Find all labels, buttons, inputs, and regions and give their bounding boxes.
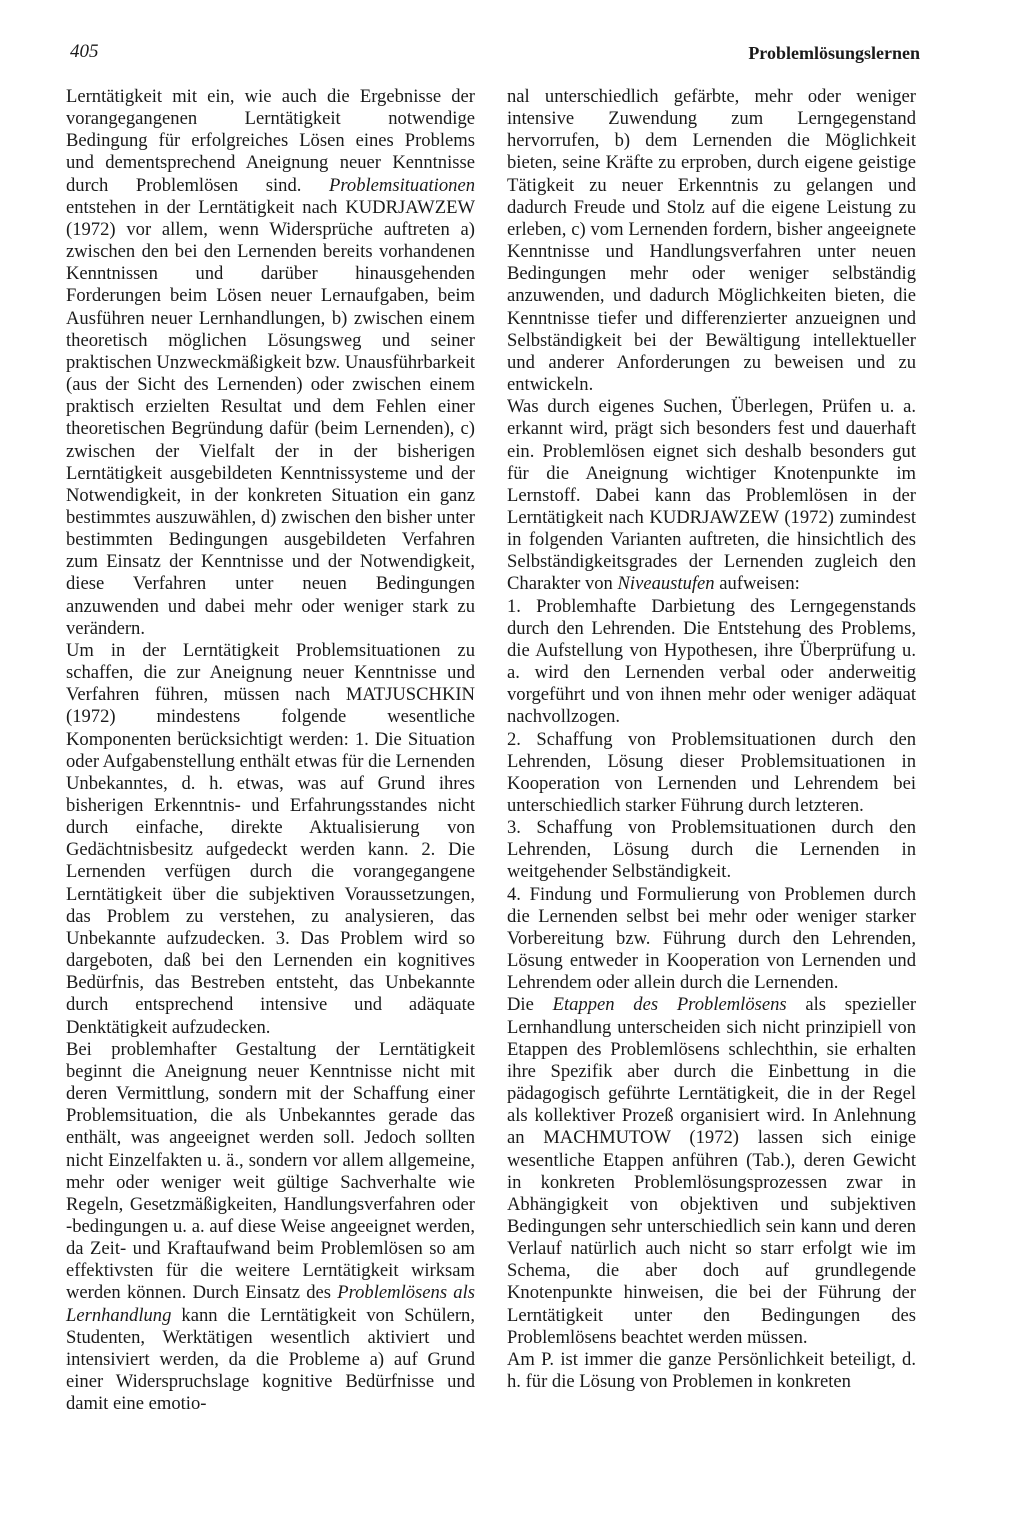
text-run: kann die Lerntätigkeit von Schülern, Studenten, Werktätigen wesentlich aktiviert und intensiviert werden, da die Probleme a) auf Grund einer Widerspruchslage kognitive Bedürfnisse und damit eine emotio- [66,1304,475,1415]
left-paragraph-1 [66,86,475,640]
list-item-3: 3. Schaffung von Problemsituationen durch den Lehrenden, Lösung durch die Lernenden in weitgehender Selbständigkeit. [507,817,916,883]
text-run: als spezieller Lernhandlung unterscheiden sich nicht prinzipiell von Etappen des Problemlösens schlechthin, sie erhalten ihre Spezifik aber durch die Einbettung in die pädagogisch geführte Lerntätigkeit, die in der Regel als kollektiver Prozeß organisiert wird. In Anlehnung an MACHMUTOW (1972) lassen sich einige wesentliche Etappen anführen (Tab.), deren Gewicht in konkreten Problemlösungsprozessen zwar in Abhängigkeit von objektiven und subjektiven Bedingungen sehr unterschiedlich sein kann und deren Verlauf natürlich auch nicht so starr erfolgt wie im Schema, die aber doch auf grundlegende Knotenpunkte hinweisen, die bei der Führung der Lerntätigkeit unter den Bedingungen des Problemlösens beachtet werden müssen. [507,994,917,1348]
text-run: entstehen in der Lerntätigkeit nach KUDRJAWZEW (1972) vor allem, wenn Widersprüche auftreten a) zwischen den bei den Lernenden bereits vorhandenen Kenntnissen und darüber hinausgehenden Forderungen beim Lösen neuer Lernaufgaben, beim Ausführen neuer Lernhandlungen, b) zwischen einem theoretisch möglichen Lösungsweg und seiner praktischen Unzweckmäßigkeit bzw. Unausführbarkeit (aus der Sicht des Lernenden) oder zwischen einem praktisch erzielten Resultat und dem Fehlen einer theoretischen Begründung dafür (beim Lernenden), c) zwischen der Vielfalt der in der bisherigen Lerntätigkeit ausgebildeten Kenntnissysteme und der Notwendigkeit, in der konkreten Situation ein ganz bestimmtes auszuwählen, d) zwischen den bisher unter bestimmten Bedingungen ausgebildeten Verfahren zum Einsatz der Kenntnisse und der Notwendigkeit, diese Verfahren unter neuen Bedingungen anzuwenden und dabei mehr oder weniger stark zu verändern. [66,196,475,639]
left-column [66,86,475,1415]
running-head: Problemlösungslernen [748,43,920,63]
emphasis-term: Etappen des Problemlösens [552,994,787,1016]
left-paragraph-3 [66,1039,475,1416]
right-column [507,86,916,1393]
list-item-1: 1. Problemhafte Darbietung des Lerngegenstands durch den Lehrenden. Die Entstehung des Problems, die Aufstellung von Hypothesen, ihre Überprüfung u. a. wird den Lernenden verbal oder anderweitig vorgeführt und von ihnen mehr oder weniger adäquat nachvollzogen. [507,595,916,728]
right-paragraph-3 [507,994,916,1349]
page-number: 405 [70,41,99,62]
text-run: Die [507,994,553,1016]
emphasis-term: Problemlösens als Lernhandlung [66,1282,475,1326]
left-paragraph-2: Um in der Lerntätigkeit Problemsituationen zu schaffen, die zur Aneignung neuer Kenntnisse und Verfahren führen, müssen nach MATJUSCHKIN (1972) mindestens folgende wesentliche Komponenten berücksichtigt werden: 1. Die Situation oder Aufgabenstellung enthält etwas für die Lernenden Unbekanntes, d. h. etwas, was auf Grund ihres bisherigen Erkenntnis- und Erfahrungsstandes nicht durch einfache, direkte Aktualisierung von Gedächtnisbesitz aufgedeckt werden kann. 2. Die Lernenden verfügen durch die vorangegangene Lerntätigkeit über die subjektiven Voraussetzungen, das Problem zu verstehen, zu analysieren, das Unbekannte aufzudecken. 3. Das Problem wird so dargeboten, daß bei den Lernenden ein kognitives Bedürfnis, das Bestreben entsteht, das Unbekannte durch entsprechend intensive und adäquate Denktätigkeit aufzudecken. [66,639,475,1038]
text-run: Lerntätigkeit mit ein, wie auch die Ergebnisse der vorangegangenen Lerntätigkeit notwendige Bedingung für erfolgreiches Lösen eines Problems und dementsprechend Aneignung neuer Kenntnisse durch Problemlösen sind. [66,86,475,196]
text-run: Was durch eigenes Suchen, Überlegen, Prüfen u. a. erkannt wird, prägt sich besonders fest und dauerhaft ein. Problemlösen eignet sich deshalb besonders gut für die Aneignung wichtiger Knotenpunkte im Lernstoff. Dabei kann das Problemlösen in der Lerntätigkeit nach KUDRJAWZEW (1972) zumindest in folgenden Varianten auftreten, die hinsichtlich des Selbständigkeitsgrades der Lernenden zugleich den Charakter von [507,396,916,595]
list-item-2: 2. Schaffung von Problemsituationen durch den Lehrenden, Lösung dieser Problemsituationen in Kooperation von Lernenden und Lehrendem bei unterschiedlich starker Führung durch letzteren. [507,728,916,816]
emphasis-term: Problemsituationen [329,174,475,196]
right-paragraph-2 [507,396,916,595]
right-paragraph-4: Am P. ist immer die ganze Persönlichkeit beteiligt, d. h. für die Lösung von Problemen in konkreten [507,1348,916,1393]
emphasis-term: Niveaustufen [617,573,715,595]
text-run: aufweisen: [714,573,800,595]
right-paragraph-1: nal unterschiedlich gefärbte, mehr oder weniger intensive Zuwendung zum Lerngegenstand hervorrufen, b) dem Lernenden die Möglichkeit bieten, seine Kräfte zu erproben, durch eigene geistige Tätigkeit zu neuer Erkenntnis zu gelangen und dadurch Freude und Stolz auf die eigene Leistung zu erleben, c) vom Lernenden fordern, bisher angeeignete Kenntnisse und Handlungsverfahren unter neuen Bedingungen mehr oder weniger selbständig anzuwenden, und dadurch Möglichkeiten bieten, die Kenntnisse tiefer und differenzierter anzueignen und Selbständigkeit bei der Bewältigung intellektueller und anderer Anforderungen zu beweisen und zu entwickeln. [507,86,916,396]
list-item-4: 4. Findung und Formulierung von Problemen durch die Lernenden selbst bei mehr oder weniger starker Vorbereitung bzw. Führung durch den Lehrenden, Lösung entweder in Kooperation von Lernenden und Lehrendem oder allein durch die Lernenden. [507,883,916,994]
text-run: Bei problemhafter Gestaltung der Lerntätigkeit beginnt die Aneignung neuer Kenntnisse nicht mit deren Vermittlung, sondern mit der Schaffung einer Problemsituation, die als Unbekanntes gerade das enthält, was angeeignet werden soll. Jedoch sollten nicht Einzelfakten u. ä., sondern vor allem allgemeine, mehr oder weniger weit gültige Sachverhalte wie Regeln, Gesetzmäßigkeiten, Handlungsverfahren oder -bedingungen u. a. auf diese Weise angeeignet werden, da Zeit- und Kraftaufwand beim Problemlösen so am effektivsten für die weitere Lerntätigkeit wirksam werden können. Durch Einsatz des [66,1038,475,1304]
